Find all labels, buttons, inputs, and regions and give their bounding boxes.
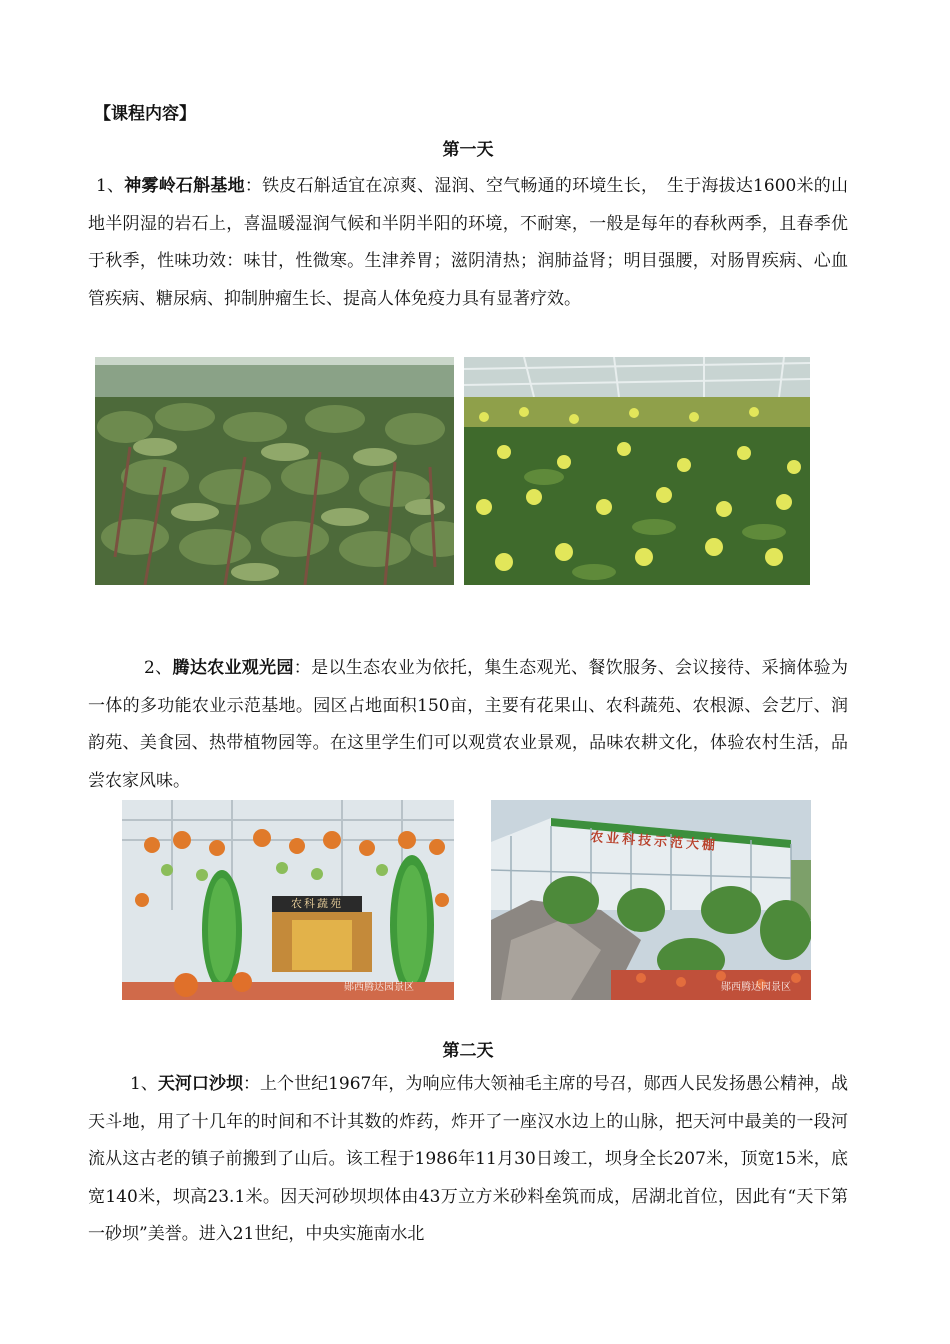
day1-item1-name: 神雾岭石斛基地	[124, 176, 245, 196]
day1-title: 第一天	[442, 140, 494, 160]
day2-title: 第二天	[442, 1041, 494, 1061]
watermark-2: 郧西腾达园景区	[721, 982, 791, 993]
day1-item2-name: 腾达农业观光园	[172, 658, 294, 678]
day2-item1-name: 天河口沙坝	[157, 1074, 243, 1094]
day1-item2-text: ：是以生态农业为依托，集生态观光、餐饮服务、会议接待、采摘体验为一体的多功能农业示范基地。园区占地面积150亩，主要有花果山、农科蔬苑、农根源、会艺厅、润韵苑、美食园、热带植物园等。在这里学生们可以观赏农业景观，品味农耕文化，体验农村生活，品尝农家风味。	[88, 658, 849, 791]
day1-item1-paragraph	[88, 168, 848, 318]
watermark-1: 郧西腾达园景区	[344, 982, 414, 993]
day2-item1-paragraph	[88, 1066, 848, 1254]
day1-item1-text: ：铁皮石斛适宜在凉爽、湿润、空气畅通的环境生长， 生于海拔达1600米的山地半阴湿的岩石上，喜温暖湿润气候和半阴半阳的环境，不耐寒，一般是每年的春秋两季，且春季优于秋季，性味功效：味甘，性微寒。生津养胃；滋阴清热；润肺益肾；明目强腰，对肠胃疾病、心血管疾病、糖尿病、抑制肿瘤生长、提高人体免疫力具有显著疗效。	[88, 176, 848, 309]
dendrobium-photo-2	[464, 357, 810, 585]
section-title: 【课程内容】	[94, 104, 196, 124]
day2-item1-number: 1、	[130, 1074, 158, 1094]
vegetable-garden-photo	[122, 800, 454, 1000]
greenhouse-photo	[491, 800, 811, 1000]
day1-item1-number: 1、	[96, 176, 125, 196]
vegetable-garden-sign: 农科蔬苑	[291, 897, 343, 910]
day2-item1-text: ：上个世纪1967年，为响应伟大领袖毛主席的号召，郧西人民发扬愚公精神，战天斗地，用了十几年的时间和不计其数的炸药，炸开了一座汉水边上的山脉，把天河中最美的一段河流从这古老的镇子前搬到了山后。该工程于1986年11月30日竣工，坝身全长207米，顶宽15米，底宽140米，坝高23.1米。因天河砂坝坝体由43万立方米砂料垒筑而成，居湖北首位，因此有“天下第一砂坝”美誉。进入21世纪，中央实施南水北	[88, 1074, 849, 1244]
dendrobium-photo-1	[95, 357, 454, 585]
day1-item2-paragraph	[88, 650, 848, 800]
day1-item2-number: 2、	[144, 658, 173, 678]
greenhouse-sign: 农业科技示范大棚	[589, 829, 719, 854]
